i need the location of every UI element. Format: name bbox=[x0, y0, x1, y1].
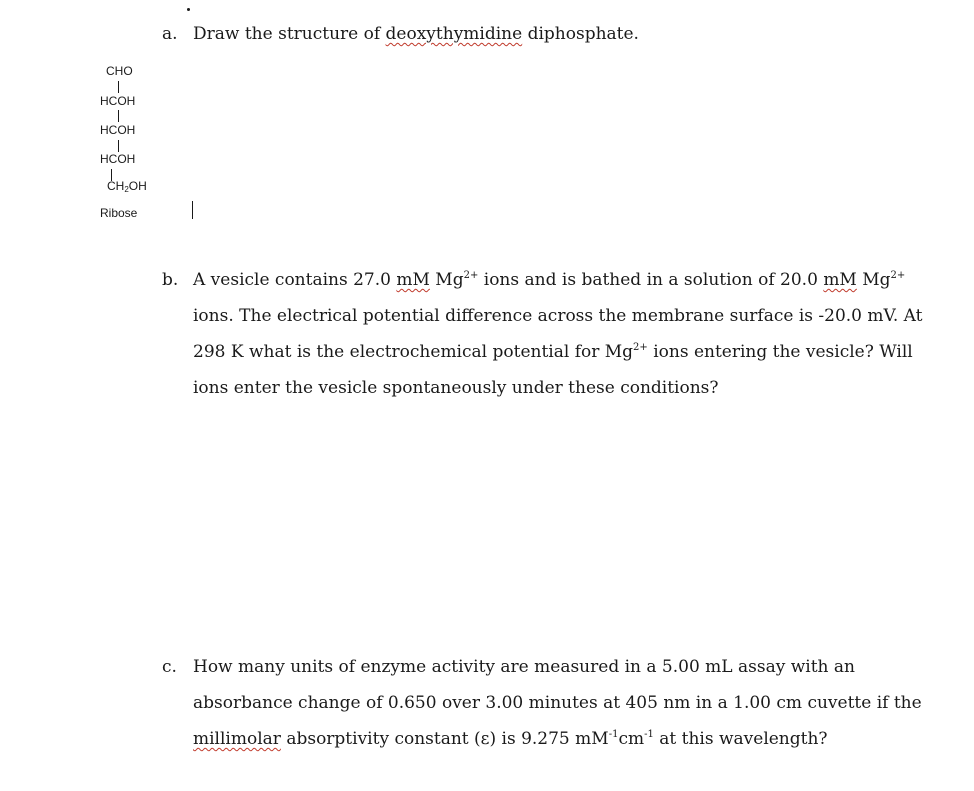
question-c-line-1: How many units of enzyme activity are measured in a 5.00 mL assay with an bbox=[193, 657, 855, 677]
ribose-bond-2 bbox=[118, 110, 119, 122]
question-b-l1-d: Mg bbox=[856, 270, 891, 290]
ribose-bond-3 bbox=[118, 140, 119, 152]
ribose-row-5-prefix: CH bbox=[107, 179, 125, 193]
question-a-text bbox=[193, 16, 913, 52]
ribose-row-5-sub: 2 bbox=[124, 185, 129, 194]
question-b-l1-b: Mg bbox=[429, 270, 464, 290]
question-c-l3-c: at this wavelength? bbox=[653, 729, 828, 749]
question-b-text bbox=[193, 262, 923, 406]
spellcheck-word-millimolar[interactable]: millimolar bbox=[193, 729, 281, 749]
ribose-row-3: HCOH bbox=[100, 123, 136, 137]
text-cursor bbox=[192, 201, 193, 219]
ribose-bond-1 bbox=[118, 81, 119, 93]
question-a-text-before: Draw the structure of bbox=[193, 24, 386, 44]
question-b-line-4: ions enter the vesicle spontaneously under these conditions? bbox=[193, 378, 719, 398]
ribose-row-2: HCOH bbox=[100, 94, 136, 108]
question-b-marker: b. bbox=[162, 270, 179, 290]
question-b-line-1 bbox=[193, 262, 913, 298]
question-b-l3-sup: 2+ bbox=[633, 342, 648, 353]
question-c-l3-a: absorptivity constant (ε) is 9.275 mM bbox=[280, 729, 609, 749]
question-c-l3-b: cm bbox=[618, 729, 645, 749]
ribose-row-4: HCOH bbox=[100, 152, 136, 166]
question-b-l1-sup2: 2+ bbox=[890, 270, 906, 281]
question-b-l3-a: 298 K what is the electrochemical potential for Mg bbox=[193, 342, 634, 362]
question-b bbox=[162, 262, 942, 406]
question-b-line-3 bbox=[193, 334, 913, 370]
question-a bbox=[162, 16, 922, 52]
spellcheck-word-deoxythymidine[interactable]: deoxythymidine bbox=[385, 24, 523, 44]
question-b-l1-sup1: 2+ bbox=[463, 270, 479, 281]
stray-mark bbox=[187, 8, 190, 11]
spellcheck-word-mM-1[interactable]: mM bbox=[396, 270, 430, 290]
question-c-marker: c. bbox=[162, 657, 177, 677]
question-c-l3-sup2: -1 bbox=[644, 729, 654, 740]
question-c-text bbox=[193, 649, 922, 757]
question-a-text-after: diphosphate. bbox=[522, 24, 639, 44]
ribose-row-5 bbox=[107, 179, 147, 193]
question-b-l1-a: A vesicle contains 27.0 bbox=[193, 270, 397, 290]
question-a-marker: a. bbox=[162, 24, 178, 44]
question-b-line-2: ions. The electrical potential difference across the membrane surface is -20.0 mV. At bbox=[193, 306, 923, 326]
question-c-l3-sup1: -1 bbox=[608, 729, 619, 740]
ribose-row-5-suffix: OH bbox=[128, 179, 147, 193]
ribose-label: Ribose bbox=[100, 206, 138, 220]
question-b-l1-c: ions and is bathed in a solution of 20.0 bbox=[478, 270, 824, 290]
question-c-line-2: absorbance change of 0.650 over 3.00 minutes at 405 nm in a 1.00 cm cuvette if the bbox=[193, 693, 922, 713]
question-c-line-3 bbox=[193, 721, 913, 757]
spellcheck-word-mM-2[interactable]: mM bbox=[823, 270, 857, 290]
question-b-l3-b: ions entering the vesicle? Will bbox=[647, 342, 913, 362]
ribose-row-1: CHO bbox=[106, 64, 133, 78]
question-c bbox=[162, 649, 942, 759]
